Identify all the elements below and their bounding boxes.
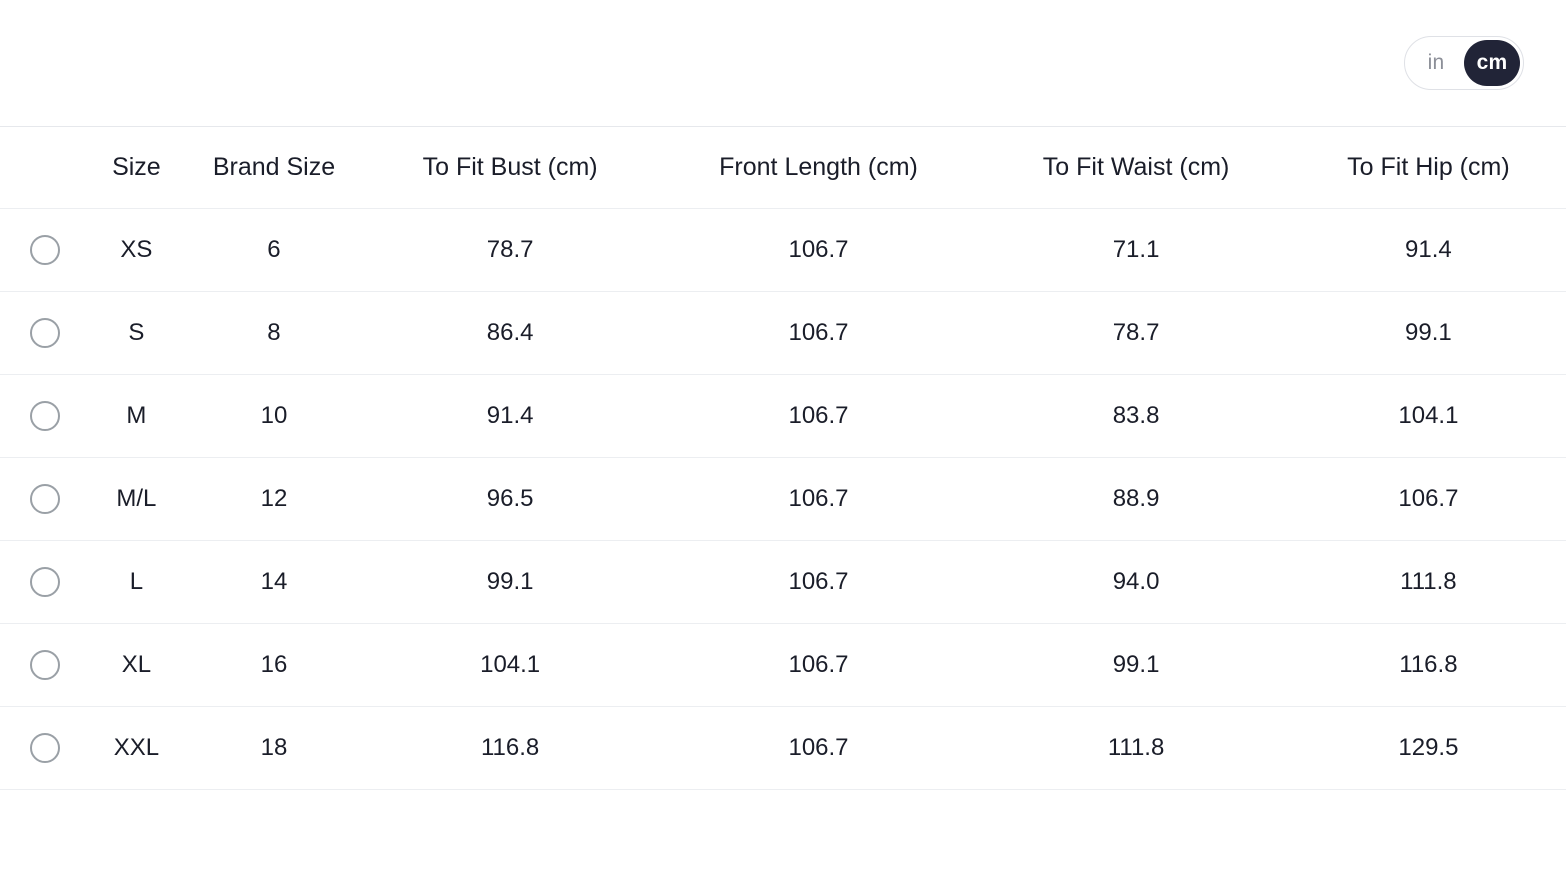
column-header-waist: To Fit Waist (cm) bbox=[981, 127, 1291, 209]
radio-icon[interactable] bbox=[30, 401, 60, 431]
cell-size: XL bbox=[89, 624, 183, 707]
column-header-brand-size: Brand Size bbox=[183, 127, 364, 209]
row-select-cell[interactable] bbox=[0, 375, 89, 458]
cell-hip: 99.1 bbox=[1291, 292, 1566, 375]
cell-hip: 106.7 bbox=[1291, 458, 1566, 541]
row-select-cell[interactable] bbox=[0, 292, 89, 375]
table-row[interactable] bbox=[0, 209, 1566, 292]
cell-brand-size: 10 bbox=[183, 375, 364, 458]
cell-waist: 71.1 bbox=[981, 209, 1291, 292]
cell-hip: 91.4 bbox=[1291, 209, 1566, 292]
radio-icon[interactable] bbox=[30, 733, 60, 763]
cell-front-length: 106.7 bbox=[656, 375, 982, 458]
cell-brand-size: 8 bbox=[183, 292, 364, 375]
cell-hip: 116.8 bbox=[1291, 624, 1566, 707]
table-row[interactable] bbox=[0, 292, 1566, 375]
cell-waist: 78.7 bbox=[981, 292, 1291, 375]
spacer-cell bbox=[0, 790, 1566, 841]
table-row[interactable] bbox=[0, 541, 1566, 624]
cell-waist: 111.8 bbox=[981, 707, 1291, 790]
radio-icon[interactable] bbox=[30, 650, 60, 680]
table-row[interactable] bbox=[0, 624, 1566, 707]
cell-hip: 111.8 bbox=[1291, 541, 1566, 624]
column-header-hip: To Fit Hip (cm) bbox=[1291, 127, 1566, 209]
radio-icon[interactable] bbox=[30, 235, 60, 265]
radio-icon[interactable] bbox=[30, 484, 60, 514]
unit-toggle[interactable] bbox=[1404, 36, 1524, 90]
cell-front-length: 106.7 bbox=[656, 541, 982, 624]
cell-size: M bbox=[89, 375, 183, 458]
cell-size: M/L bbox=[89, 458, 183, 541]
cell-brand-size: 14 bbox=[183, 541, 364, 624]
table-bottom-spacer bbox=[0, 790, 1566, 841]
cell-brand-size: 6 bbox=[183, 209, 364, 292]
row-select-cell[interactable] bbox=[0, 209, 89, 292]
table-header-row bbox=[0, 127, 1566, 209]
cell-front-length: 106.7 bbox=[656, 292, 982, 375]
column-header-select bbox=[0, 127, 89, 209]
table-body bbox=[0, 209, 1566, 841]
table-row[interactable] bbox=[0, 707, 1566, 790]
table-row[interactable] bbox=[0, 375, 1566, 458]
cell-waist: 83.8 bbox=[981, 375, 1291, 458]
size-chart-table bbox=[0, 127, 1566, 840]
cell-hip: 104.1 bbox=[1291, 375, 1566, 458]
cell-waist: 99.1 bbox=[981, 624, 1291, 707]
cell-brand-size: 12 bbox=[183, 458, 364, 541]
row-select-cell[interactable] bbox=[0, 707, 89, 790]
cell-bust: 78.7 bbox=[365, 209, 656, 292]
cell-size: XXL bbox=[89, 707, 183, 790]
column-header-bust: To Fit Bust (cm) bbox=[365, 127, 656, 209]
radio-icon[interactable] bbox=[30, 567, 60, 597]
radio-icon[interactable] bbox=[30, 318, 60, 348]
unit-option-cm[interactable]: cm bbox=[1464, 40, 1520, 86]
cell-bust: 96.5 bbox=[365, 458, 656, 541]
cell-bust: 99.1 bbox=[365, 541, 656, 624]
row-select-cell[interactable] bbox=[0, 458, 89, 541]
cell-bust: 104.1 bbox=[365, 624, 656, 707]
cell-front-length: 106.7 bbox=[656, 209, 982, 292]
cell-front-length: 106.7 bbox=[656, 458, 982, 541]
cell-size: L bbox=[89, 541, 183, 624]
cell-bust: 116.8 bbox=[365, 707, 656, 790]
cell-size: XS bbox=[89, 209, 183, 292]
cell-bust: 86.4 bbox=[365, 292, 656, 375]
table-header bbox=[0, 127, 1566, 209]
cell-bust: 91.4 bbox=[365, 375, 656, 458]
cell-waist: 88.9 bbox=[981, 458, 1291, 541]
size-chart-toolbar bbox=[0, 0, 1566, 127]
column-header-front-length: Front Length (cm) bbox=[656, 127, 982, 209]
cell-waist: 94.0 bbox=[981, 541, 1291, 624]
unit-option-in[interactable]: in bbox=[1427, 51, 1445, 74]
cell-front-length: 106.7 bbox=[656, 624, 982, 707]
cell-size: S bbox=[89, 292, 183, 375]
row-select-cell[interactable] bbox=[0, 541, 89, 624]
cell-brand-size: 18 bbox=[183, 707, 364, 790]
cell-hip: 129.5 bbox=[1291, 707, 1566, 790]
cell-brand-size: 16 bbox=[183, 624, 364, 707]
row-select-cell[interactable] bbox=[0, 624, 89, 707]
column-header-size: Size bbox=[89, 127, 183, 209]
table-row[interactable] bbox=[0, 458, 1566, 541]
cell-front-length: 106.7 bbox=[656, 707, 982, 790]
